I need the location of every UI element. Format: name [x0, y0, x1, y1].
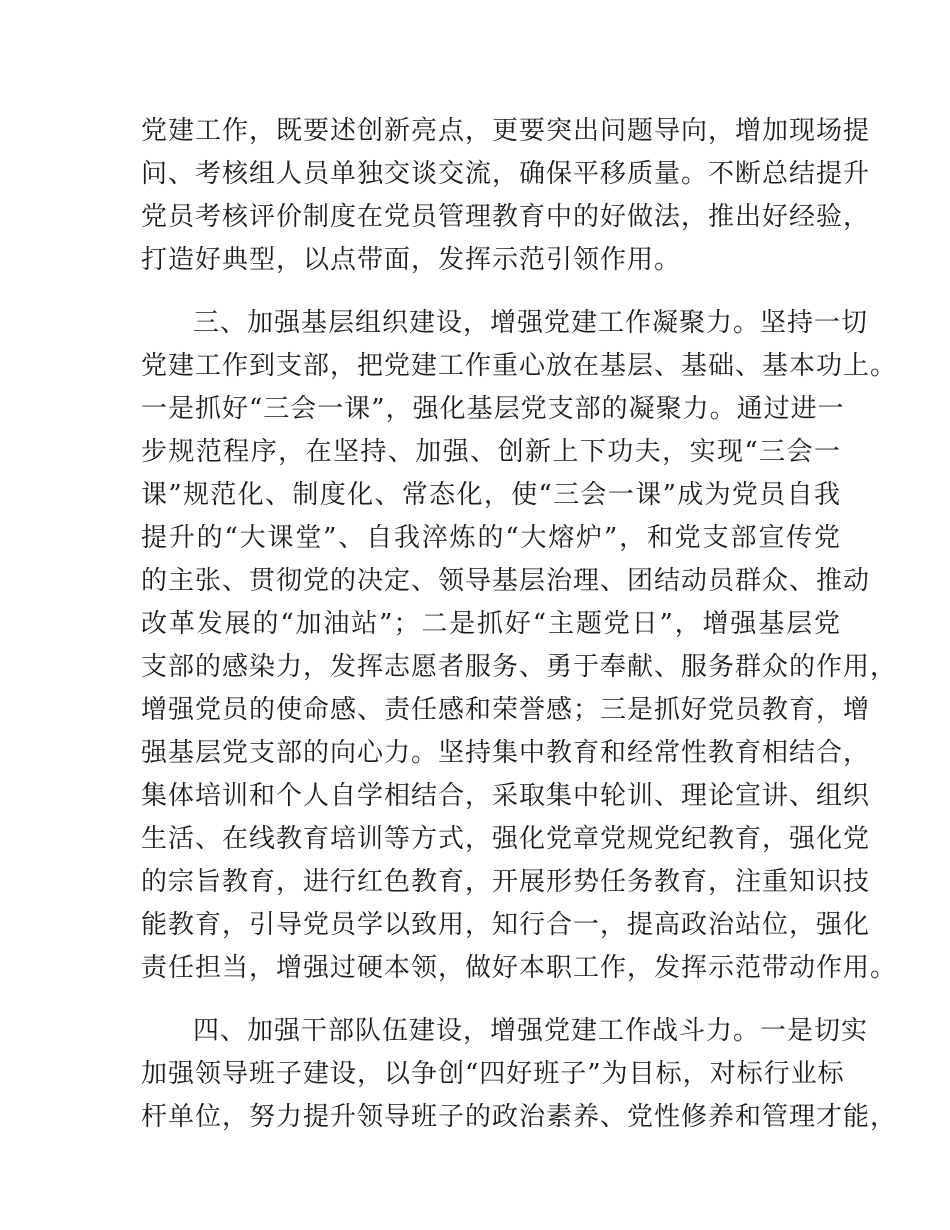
text-line: 课”规范化、制度化、常态化，使“三会一课”成为党员自我 — [141, 480, 841, 510]
text-line: 步规范程序，在坚持、加强、创新上下功夫，实现“三会一 — [141, 437, 841, 467]
text-line: 党建工作到支部，把党建工作重心放在基层、基础、基本功上。 — [141, 351, 898, 381]
text-line: 提升的“大课堂”、自我淬炼的“大熔炉”，和党支部宣传党 — [141, 523, 841, 553]
text-line: 支部的感染力，发挥志愿者服务、勇于奉献、服务群众的作用， — [141, 652, 898, 682]
paragraph-gap — [141, 990, 841, 1010]
text-line: 加强领导班子建设，以争创“四好班子”为目标，对标行业标 — [141, 1059, 845, 1089]
text-line: 打造好典型，以点带面，发挥示范引领作用。 — [141, 245, 682, 275]
paragraph-section-four — [141, 1010, 898, 1139]
document-body — [141, 110, 898, 1139]
text-line: 的主张、贯彻党的决定、领导基层治理、团结动员群众、推动 — [141, 566, 871, 596]
text-line: 集体培训和个人自学相结合，采取集中轮训、理论宣讲、组织 — [141, 781, 871, 811]
text-line: 改革发展的“加油站”；二是抓好“主题党日”，增强基层党 — [141, 609, 841, 639]
text-line: 问、考核组人员单独交谈交流，确保平移质量。不断总结提升 — [141, 159, 871, 189]
text-line: 增强党员的使命感、责任感和荣誉感；三是抓好党员教育，增 — [141, 695, 871, 725]
text-line: 党员考核评价制度在党员管理教育中的好做法，推出好经验， — [141, 202, 871, 232]
text-line: 责任担当，增强过硬本领，做好本职工作，发挥示范带动作用。 — [141, 953, 898, 983]
paragraph-section-three — [141, 302, 898, 990]
text-line: 党建工作，既要述创新亮点，更要突出问题导向，增加现场提 — [141, 116, 871, 146]
text-line: 能教育，引导党员学以致用，知行合一，提高政治站位，强化 — [141, 910, 871, 940]
paragraph-continuation — [141, 110, 871, 282]
text-line: 四、加强干部队伍建设，增强党建工作战斗力。一是切实 — [193, 1016, 869, 1046]
text-line: 的宗旨教育，进行红色教育，开展形势任务教育，注重知识技 — [141, 867, 871, 897]
text-line: 一是抓好“三会一课”，强化基层党支部的凝聚力。通过进一 — [141, 394, 845, 424]
paragraph-gap — [141, 282, 841, 302]
text-line: 生活、在线教育培训等方式，强化党章党规党纪教育，强化党 — [141, 824, 871, 854]
text-line: 三、加强基层组织建设，增强党建工作凝聚力。坚持一切 — [193, 308, 869, 338]
text-line: 强基层党支部的向心力。坚持集中教育和经常性教育相结合， — [141, 738, 871, 768]
text-line: 杆单位，努力提升领导班子的政治素养、党性修养和管理才能， — [141, 1102, 898, 1132]
